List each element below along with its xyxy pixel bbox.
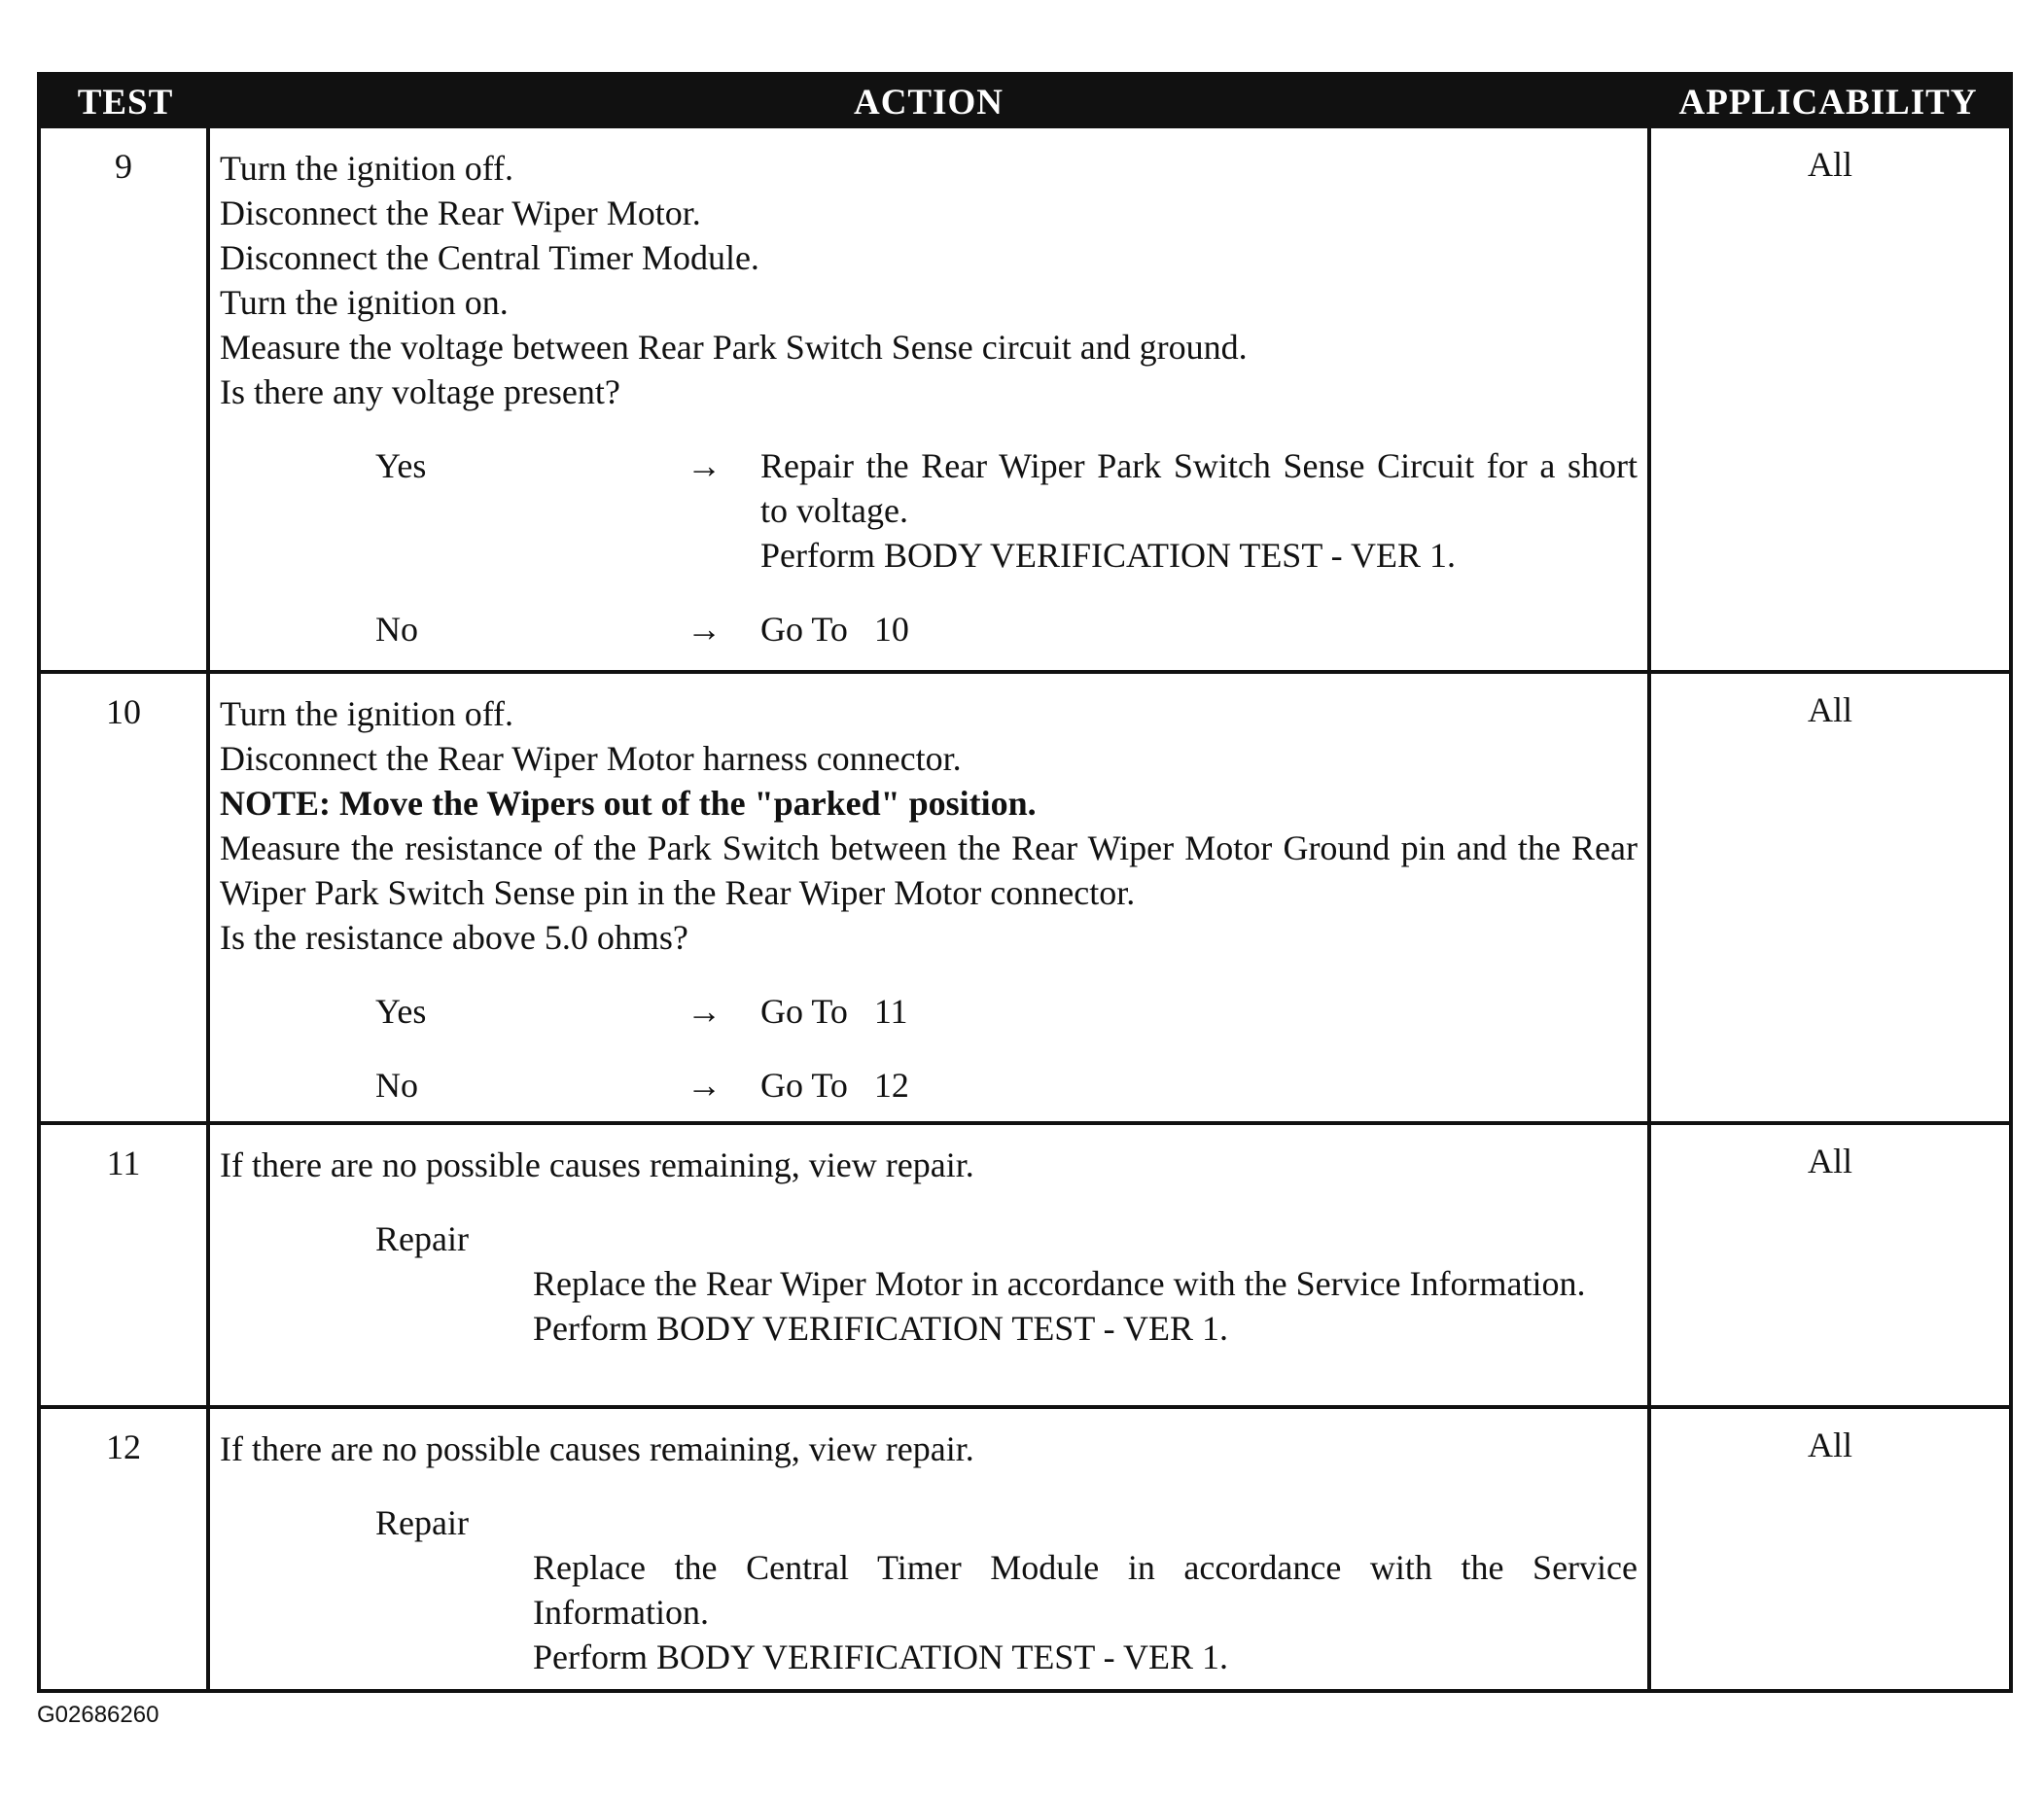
action-paragraph: Measure the resistance of the Park Switch between the Rear Wiper Motor Ground pin and the Rear Wiper Park Switch Sense pin in the Rear Wiper Motor connector.: [220, 828, 1638, 912]
action-cell: [210, 674, 1647, 1121]
table-row: [41, 1405, 2009, 1689]
yes-verify-text: Perform BODY VERIFICATION TEST - VER 1.: [760, 536, 1457, 575]
arrow-icon: →: [687, 610, 722, 649]
action-line: Disconnect the Rear Wiper Motor harness connector.: [220, 739, 962, 778]
header-action: ACTION: [853, 82, 1004, 123]
arrow-icon: →: [687, 446, 722, 485]
repair-label: Repair: [375, 1503, 469, 1542]
arrow-icon: →: [687, 992, 722, 1031]
yes-repair-text: Repair the Rear Wiper Park Switch Sense Circuit for a short to voltage.: [760, 446, 1638, 530]
yes-label: Yes: [375, 446, 427, 485]
action-intro: If there are no possible causes remaining, view repair.: [220, 1429, 974, 1468]
header-applicability: APPLICABILITY: [1678, 82, 1978, 123]
yes-text: Go To 11: [760, 992, 908, 1031]
table-row: [41, 670, 2009, 1121]
action-cell: [210, 1409, 1647, 1689]
yes-result: [220, 989, 1638, 1034]
action-cell: [210, 1125, 1647, 1405]
no-label: No: [375, 610, 418, 649]
action-line: Turn the ignition off.: [220, 694, 514, 733]
arrow-icon: →: [687, 1066, 722, 1105]
action-question: Is the resistance above 5.0 ohms?: [220, 918, 688, 957]
note-line: NOTE: Move the Wipers out of the "parked" position.: [220, 784, 1037, 823]
action-line: Measure the voltage between Rear Park Switch Sense circuit and ground.: [220, 328, 1248, 367]
repair-instruction: Replace the Rear Wiper Motor in accordance with the Service Information.: [533, 1264, 1586, 1303]
repair-verify: Perform BODY VERIFICATION TEST - VER 1.: [533, 1638, 1229, 1676]
action-line: Disconnect the Rear Wiper Motor.: [220, 194, 701, 232]
test-number: 9: [41, 128, 210, 670]
yes-text: [760, 443, 1638, 578]
applicability-cell: All: [1647, 128, 2009, 670]
test-number: 12: [41, 1409, 210, 1689]
test-number: 11: [41, 1125, 210, 1405]
figure-id: G02686260: [37, 1702, 159, 1728]
action-line: Disconnect the Central Timer Module.: [220, 238, 759, 277]
no-result: [220, 1063, 1638, 1108]
header-test: TEST: [77, 82, 174, 123]
no-result: [220, 607, 1638, 651]
repair-text: [220, 1545, 1638, 1679]
test-number: 10: [41, 674, 210, 1121]
action-intro: If there are no possible causes remaining, view repair.: [220, 1145, 974, 1184]
action-line: Turn the ignition off.: [220, 149, 514, 188]
repair-instruction: Replace the Central Timer Module in accordance with the Service Information.: [533, 1548, 1638, 1632]
action-line: Turn the ignition on.: [220, 283, 509, 322]
yes-result: [220, 443, 1638, 578]
applicability-cell: All: [1647, 1125, 2009, 1405]
repair-label: Repair: [375, 1219, 469, 1258]
action-cell: [210, 128, 1647, 670]
no-label: No: [375, 1066, 418, 1105]
applicability-cell: All: [1647, 1409, 2009, 1689]
no-text: Go To 10: [760, 610, 909, 649]
no-text: Go To 12: [760, 1066, 909, 1105]
diagnostic-test-table: [37, 72, 2013, 1693]
repair-text: [220, 1261, 1638, 1351]
applicability-cell: All: [1647, 674, 2009, 1121]
repair-verify: Perform BODY VERIFICATION TEST - VER 1.: [533, 1309, 1229, 1348]
table-row: [41, 128, 2009, 670]
table-row: [41, 1121, 2009, 1405]
yes-label: Yes: [375, 992, 427, 1031]
action-line: Is there any voltage present?: [220, 372, 620, 411]
table-header: [41, 76, 2009, 128]
